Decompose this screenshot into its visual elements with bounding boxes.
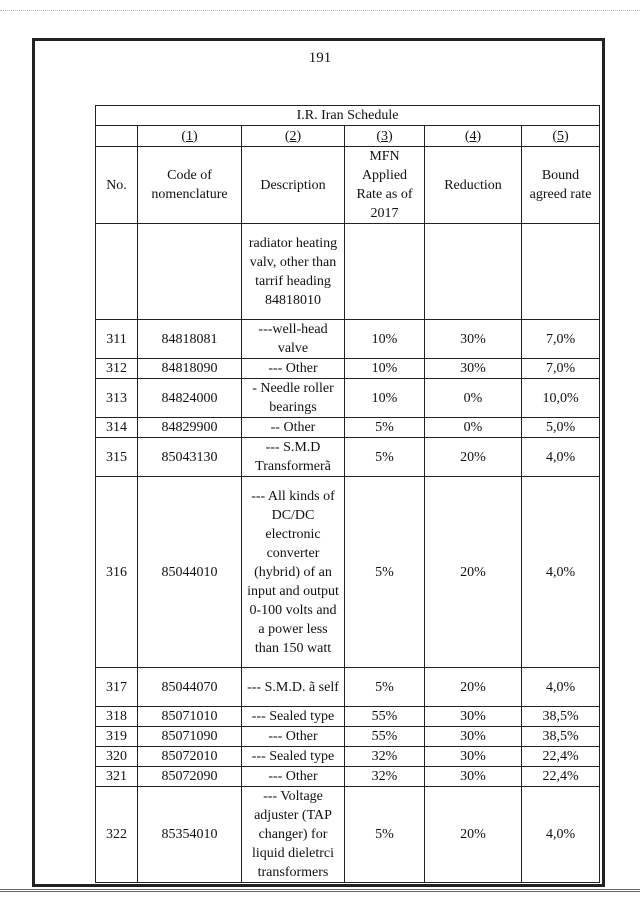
cell-reduction: 0% [425, 379, 522, 418]
cell-bound: 22,4% [522, 747, 600, 767]
cell-no: 318 [96, 707, 138, 727]
cell-reduction: 30% [425, 707, 522, 727]
cell-description: - Needle roller bearings [242, 379, 345, 418]
cell-reduction: 30% [425, 320, 522, 359]
page-number: 191 [308, 50, 332, 66]
cell-description: radiator heating valv, other than tarrif heading 84818010 [242, 224, 345, 320]
table-row [96, 359, 600, 379]
column-number: (3) [345, 126, 425, 147]
cell-bound: 22,4% [522, 767, 600, 787]
cell-code: 84818081 [138, 320, 242, 359]
table-row [96, 477, 600, 668]
table-row [96, 668, 600, 707]
cell-bound [522, 224, 600, 320]
cell-reduction: 30% [425, 359, 522, 379]
cell-mfn [345, 224, 425, 320]
cell-code: 85071090 [138, 727, 242, 747]
table-row [96, 379, 600, 418]
cell-mfn: 5% [345, 668, 425, 707]
column-number: (5) [522, 126, 600, 147]
column-number-row [96, 126, 600, 147]
table-row [96, 320, 600, 359]
header-mfn-rate: MFN Applied Rate as of 2017 [345, 147, 425, 224]
cell-bound: 38,5% [522, 727, 600, 747]
cell-no: 319 [96, 727, 138, 747]
cell-bound: 4,0% [522, 438, 600, 477]
cell-mfn: 5% [345, 418, 425, 438]
table-row [96, 747, 600, 767]
cell-reduction: 20% [425, 787, 522, 883]
header-reduction: Reduction [425, 147, 522, 224]
cell-description: -- Other [242, 418, 345, 438]
scan-top-edge [0, 10, 640, 15]
column-number [96, 126, 138, 147]
cell-no: 312 [96, 359, 138, 379]
cell-mfn: 5% [345, 787, 425, 883]
cell-description: --- Voltage adjuster (TAP changer) for liquid dieletrci transformers [242, 787, 345, 883]
table-row [96, 438, 600, 477]
header-code: Code of nomenclature [138, 147, 242, 224]
cell-description: --- Sealed type [242, 747, 345, 767]
cell-reduction: 30% [425, 727, 522, 747]
cell-description: --- S.M.D. ã self [242, 668, 345, 707]
cell-reduction: 30% [425, 767, 522, 787]
table-title: I.R. Iran Schedule [96, 106, 600, 126]
cell-no: 315 [96, 438, 138, 477]
cell-reduction: 0% [425, 418, 522, 438]
continuation-row [96, 224, 600, 320]
cell-mfn: 10% [345, 379, 425, 418]
cell-mfn: 10% [345, 320, 425, 359]
cell-no: 316 [96, 477, 138, 668]
cell-code: 84829900 [138, 418, 242, 438]
column-number: (4) [425, 126, 522, 147]
table-row [96, 787, 600, 883]
cell-code: 85072090 [138, 767, 242, 787]
column-number: (1) [138, 126, 242, 147]
schedule-table [95, 105, 600, 883]
cell-reduction: 20% [425, 668, 522, 707]
cell-code: 84818090 [138, 359, 242, 379]
cell-description: --- Sealed type [242, 707, 345, 727]
cell-no: 311 [96, 320, 138, 359]
cell-bound: 7,0% [522, 320, 600, 359]
cell-bound: 5,0% [522, 418, 600, 438]
cell-code: 85071010 [138, 707, 242, 727]
header-description: Description [242, 147, 345, 224]
cell-mfn: 10% [345, 359, 425, 379]
cell-reduction: 30% [425, 747, 522, 767]
cell-mfn: 55% [345, 727, 425, 747]
table-row [96, 727, 600, 747]
cell-no: 320 [96, 747, 138, 767]
cell-mfn: 55% [345, 707, 425, 727]
cell-description: --- Other [242, 359, 345, 379]
cell-bound: 4,0% [522, 787, 600, 883]
cell-code: 85072010 [138, 747, 242, 767]
header-row [96, 147, 600, 224]
cell-description: --- Other [242, 727, 345, 747]
cell-no: 322 [96, 787, 138, 883]
cell-description: --- Other [242, 767, 345, 787]
cell-reduction: 20% [425, 438, 522, 477]
cell-code [138, 224, 242, 320]
column-number: (2) [242, 126, 345, 147]
header-no: No. [96, 147, 138, 224]
cell-reduction [425, 224, 522, 320]
cell-description: ---well-head valve [242, 320, 345, 359]
cell-code: 85044070 [138, 668, 242, 707]
cell-description: --- S.M.D Transformerã [242, 438, 345, 477]
cell-bound: 7,0% [522, 359, 600, 379]
cell-no: 313 [96, 379, 138, 418]
cell-no: 321 [96, 767, 138, 787]
cell-bound: 4,0% [522, 668, 600, 707]
cell-code: 85043130 [138, 438, 242, 477]
cell-no [96, 224, 138, 320]
cell-mfn: 32% [345, 747, 425, 767]
table-row [96, 418, 600, 438]
cell-description: --- All kinds of DC/DC electronic converter (hybrid) of an input and output 0-100 volts and a power less than 150 watt [242, 477, 345, 668]
header-bound-rate: Bound agreed rate [522, 147, 600, 224]
table-row [96, 707, 600, 727]
cell-no: 317 [96, 668, 138, 707]
cell-bound: 4,0% [522, 477, 600, 668]
cell-code: 85354010 [138, 787, 242, 883]
cell-no: 314 [96, 418, 138, 438]
cell-bound: 38,5% [522, 707, 600, 727]
cell-mfn: 5% [345, 477, 425, 668]
cell-code: 85044010 [138, 477, 242, 668]
cell-mfn: 32% [345, 767, 425, 787]
table-row [96, 767, 600, 787]
cell-code: 84824000 [138, 379, 242, 418]
scan-bottom-edge [0, 889, 640, 898]
cell-mfn: 5% [345, 438, 425, 477]
cell-bound: 10,0% [522, 379, 600, 418]
cell-reduction: 20% [425, 477, 522, 668]
